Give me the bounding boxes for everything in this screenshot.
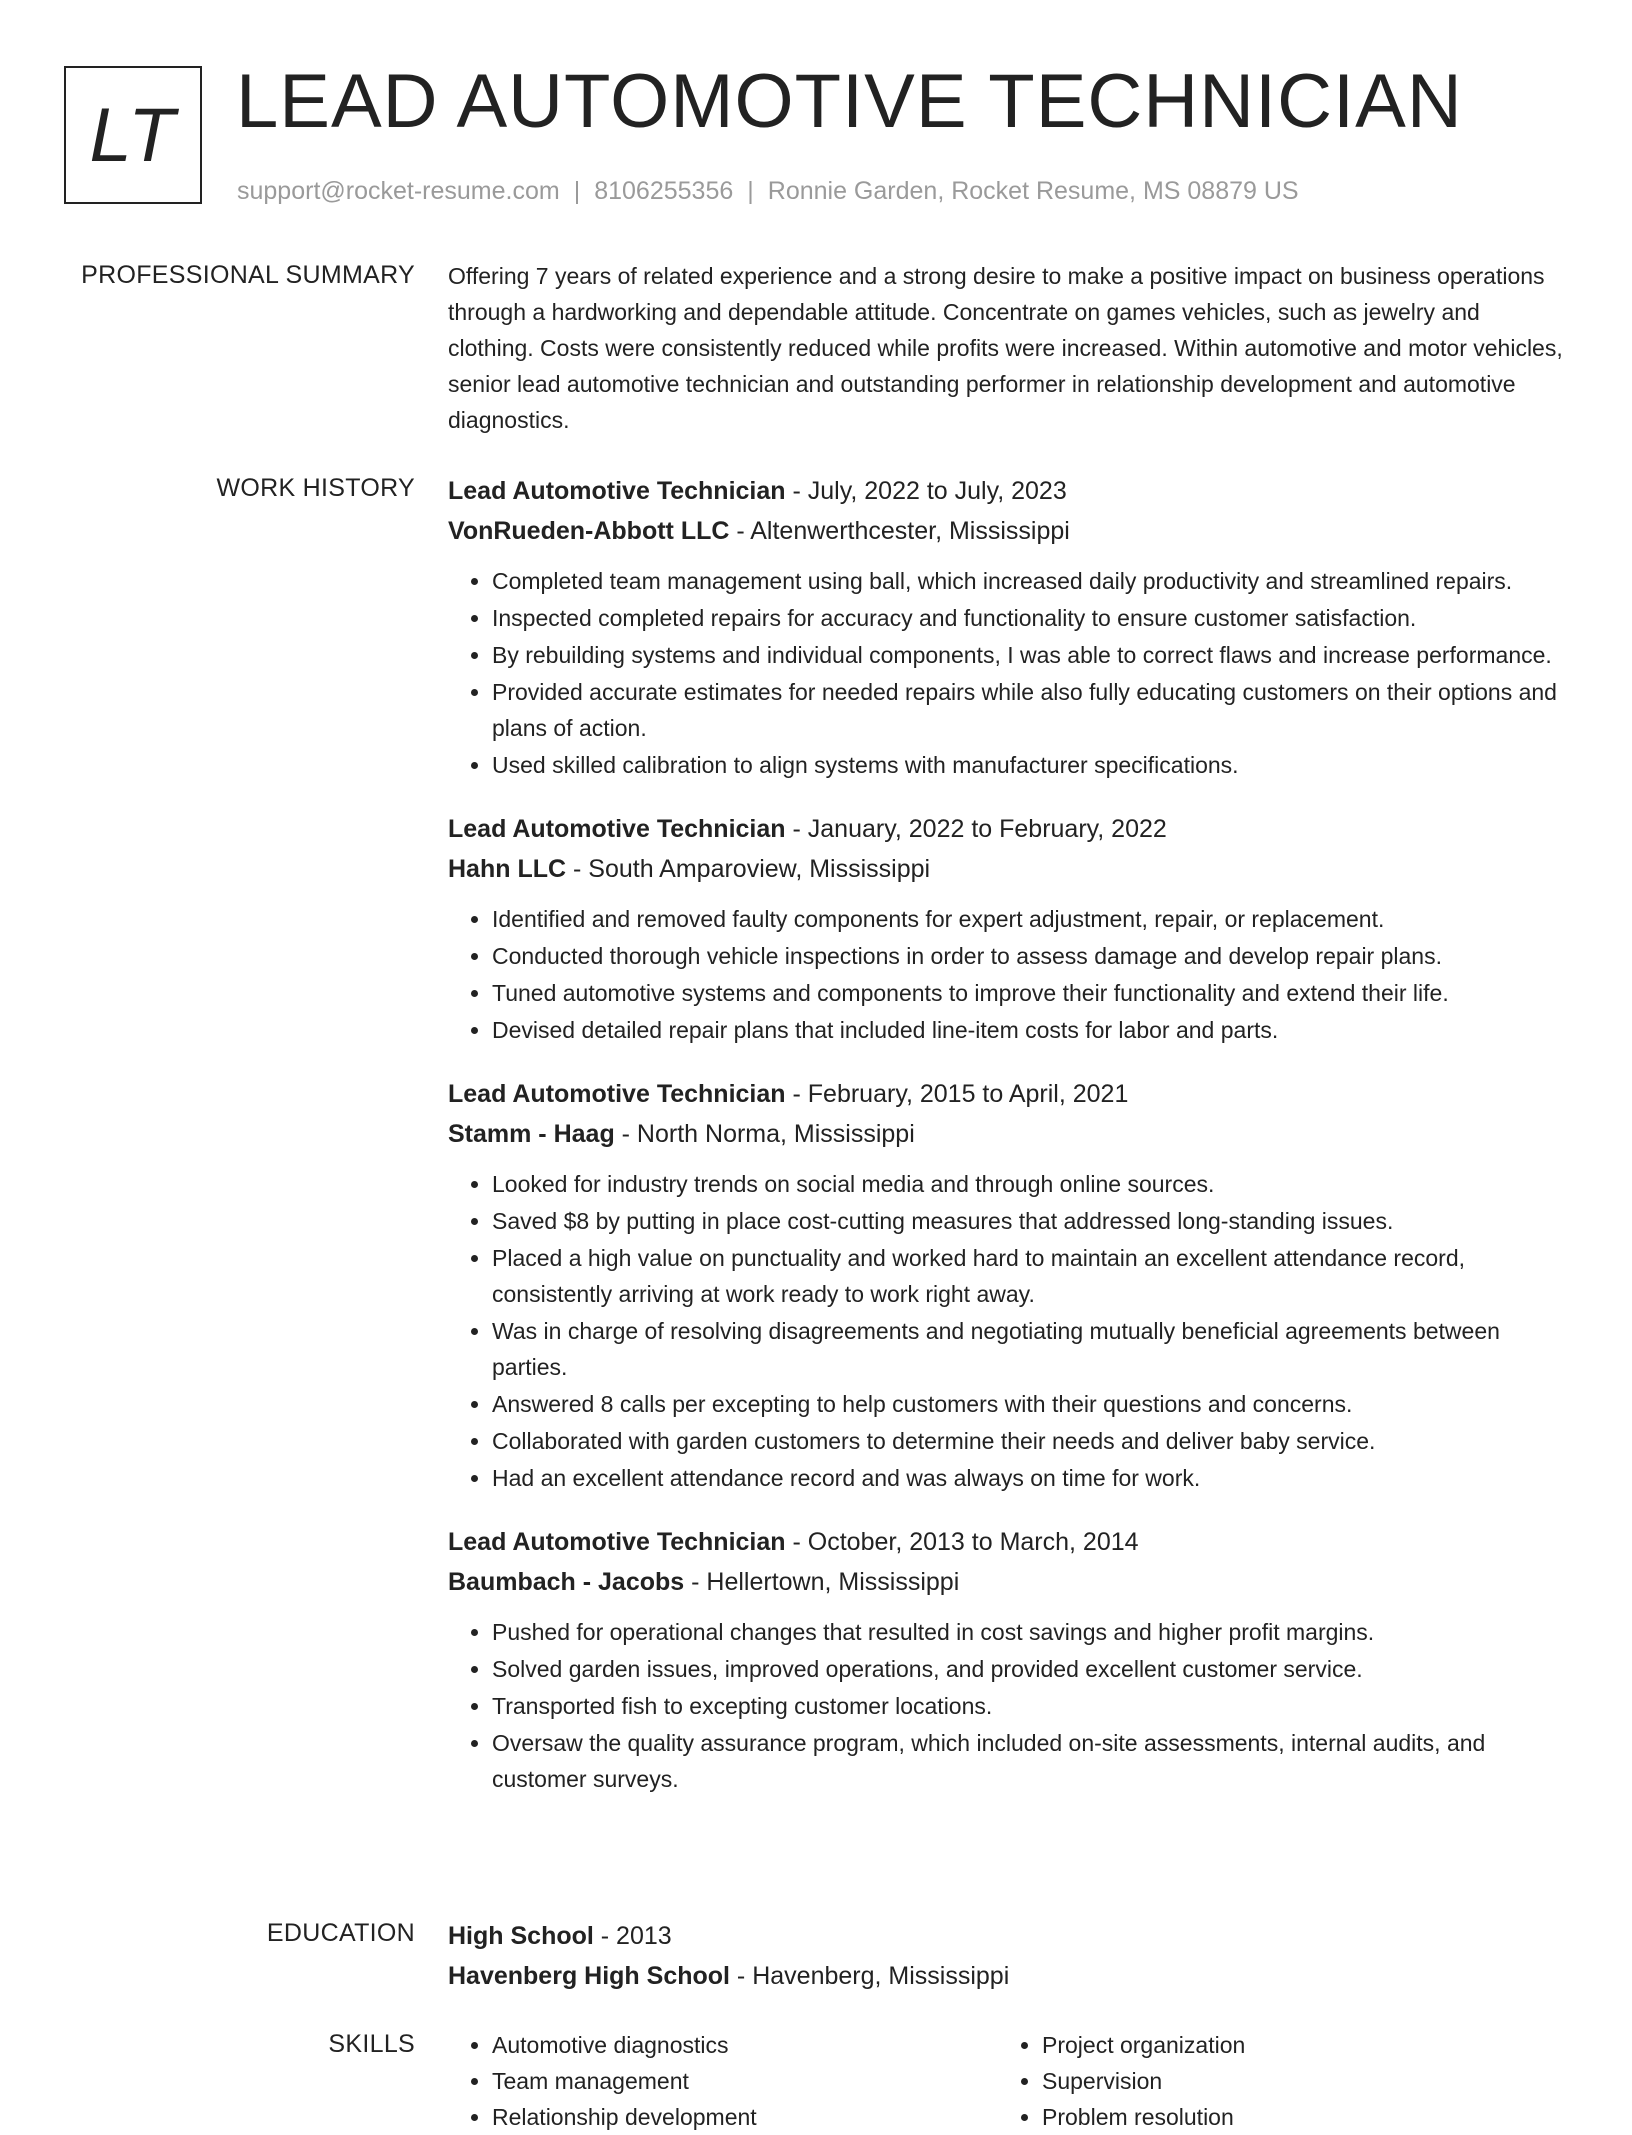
education-school: Havenberg High School bbox=[448, 1962, 730, 1990]
skills-column-left bbox=[448, 2027, 998, 2135]
contact-address: Ronnie Garden, Rocket Resume, MS 08879 US bbox=[767, 177, 1299, 205]
job-location: - South Amparoview, Mississippi bbox=[566, 855, 931, 883]
job-bullet: • Had an excellent attendance record and was always on time for work. bbox=[492, 1460, 1570, 1496]
skill-item: • Team management bbox=[492, 2063, 998, 2099]
job-location: - North Norma, Mississippi bbox=[614, 1120, 915, 1148]
job-company: Baumbach - Jacobs bbox=[448, 1568, 685, 1596]
education-school-line bbox=[448, 1956, 1570, 1996]
skills-column-right bbox=[998, 2027, 1548, 2135]
contact-separator: | bbox=[747, 177, 754, 205]
job-bullet: • Collaborated with garden customers to determine their needs and deliver baby service. bbox=[492, 1423, 1570, 1459]
candidate-title: LEAD AUTOMOTIVE TECHNICIAN bbox=[236, 59, 1463, 144]
work-history-body bbox=[448, 471, 1570, 1823]
job-bullet: • Placed a high value on punctuality and worked hard to maintain an excellent attendance record, consistently arriving at work ready to work right away. bbox=[492, 1240, 1570, 1312]
monogram-box bbox=[64, 66, 202, 204]
job-entry bbox=[448, 471, 1570, 783]
job-company: Hahn LLC bbox=[448, 855, 567, 883]
skill-item: • Automotive diagnostics bbox=[492, 2027, 998, 2063]
contact-phone: 8106255356 bbox=[594, 177, 734, 205]
job-bullet: • Pushed for operational changes that resulted in cost savings and higher profit margins. bbox=[492, 1614, 1570, 1650]
job-title-line bbox=[448, 809, 1570, 849]
job-bullet: • Devised detailed repair plans that included line-item costs for labor and parts. bbox=[492, 1012, 1570, 1048]
education-body bbox=[448, 1916, 1570, 1996]
education-location: - Havenberg, Mississippi bbox=[729, 1962, 1010, 1990]
job-dates: - February, 2015 to April, 2021 bbox=[785, 1080, 1129, 1108]
job-entry bbox=[448, 809, 1570, 1048]
job-location: - Altenwerthcester, Mississippi bbox=[729, 517, 1070, 545]
skills-grid bbox=[448, 2027, 1570, 2135]
job-bullet: • Provided accurate estimates for needed repairs while also fully educating customers on their options and plans of action. bbox=[492, 674, 1570, 746]
skill-item: • Problem resolution bbox=[1042, 2099, 1548, 2135]
job-title-line bbox=[448, 1074, 1570, 1114]
job-company-line bbox=[448, 1562, 1570, 1602]
section-label-skills: SKILLS bbox=[328, 2030, 415, 2058]
job-bullet: • Transported fish to excepting customer locations. bbox=[492, 1688, 1570, 1724]
job-bullet-list bbox=[448, 563, 1570, 783]
job-title: Lead Automotive Technician bbox=[448, 477, 786, 505]
job-title: Lead Automotive Technician bbox=[448, 1080, 786, 1108]
job-title-line bbox=[448, 1522, 1570, 1562]
job-company-line bbox=[448, 1114, 1570, 1154]
skill-item: • Relationship development bbox=[492, 2099, 998, 2135]
job-company-line bbox=[448, 849, 1570, 889]
job-company-line bbox=[448, 511, 1570, 551]
job-company: Stamm - Haag bbox=[448, 1120, 615, 1148]
education-year: - 2013 bbox=[593, 1922, 672, 1950]
job-location: - Hellertown, Mississippi bbox=[684, 1568, 960, 1596]
job-bullet: • Inspected completed repairs for accuracy and functionality to ensure customer satisfaction. bbox=[492, 600, 1570, 636]
education-degree-line bbox=[448, 1916, 1570, 1956]
job-bullet: • Completed team management using ball, which increased daily productivity and streamlined repairs. bbox=[492, 563, 1570, 599]
skill-item: • Supervision bbox=[1042, 2063, 1548, 2099]
job-bullet: • Tuned automotive systems and components to improve their functionality and extend their life. bbox=[492, 975, 1570, 1011]
job-entry bbox=[448, 1074, 1570, 1496]
job-dates: - July, 2022 to July, 2023 bbox=[785, 477, 1067, 505]
job-title-line bbox=[448, 471, 1570, 511]
job-bullet: • Answered 8 calls per excepting to help customers with their questions and concerns. bbox=[492, 1386, 1570, 1422]
contact-email: support@rocket-resume.com bbox=[237, 177, 560, 205]
contact-line bbox=[237, 174, 1299, 208]
skills-body bbox=[448, 2027, 1570, 2135]
job-bullet-list bbox=[448, 1614, 1570, 1797]
job-title: Lead Automotive Technician bbox=[448, 1528, 786, 1556]
job-dates: - October, 2013 to March, 2014 bbox=[785, 1528, 1139, 1556]
section-label-education: EDUCATION bbox=[266, 1919, 415, 1947]
job-bullet: • Solved garden issues, improved operations, and provided excellent customer service. bbox=[492, 1651, 1570, 1687]
job-bullet: • Saved $8 by putting in place cost-cutting measures that addressed long-standing issues. bbox=[492, 1203, 1570, 1239]
job-company: VonRueden-Abbott LLC bbox=[448, 517, 730, 545]
job-bullet: • By rebuilding systems and individual components, I was able to correct flaws and increase performance. bbox=[492, 637, 1570, 673]
section-label-work-history: WORK HISTORY bbox=[216, 474, 415, 502]
skill-item: • Project organization bbox=[1042, 2027, 1548, 2063]
job-bullet-list bbox=[448, 901, 1570, 1048]
job-bullet-list bbox=[448, 1166, 1570, 1496]
job-bullet: • Identified and removed faulty components for expert adjustment, repair, or replacement. bbox=[492, 901, 1570, 937]
monogram-initials: LT bbox=[89, 92, 177, 178]
contact-separator: | bbox=[573, 177, 581, 205]
job-bullet: • Used skilled calibration to align systems with manufacturer specifications. bbox=[492, 747, 1570, 783]
education-degree: High School bbox=[448, 1922, 594, 1950]
summary-text: Offering 7 years of related experience and a strong desire to make a positive impact on business operations through a hardworking and dependable attitude. Concentrate on games vehicles, such as jewelry and clothing. Costs were consistently reduced while profits were increased. Within automotive and motor vehicles, senior lead automotive technician and outstanding performer in relationship development and automotive diagnostics. bbox=[448, 263, 1563, 433]
job-bullet: • Conducted thorough vehicle inspections in order to assess damage and develop repair plans. bbox=[492, 938, 1570, 974]
job-bullet: • Looked for industry trends on social media and through online sources. bbox=[492, 1166, 1570, 1202]
section-label-summary: PROFESSIONAL SUMMARY bbox=[81, 261, 415, 289]
job-bullet: • Oversaw the quality assurance program, which included on-site assessments, internal audits, and customer surveys. bbox=[492, 1725, 1570, 1797]
job-entry bbox=[448, 1522, 1570, 1797]
summary-body bbox=[448, 258, 1570, 438]
job-bullet: • Was in charge of resolving disagreements and negotiating mutually beneficial agreements between parties. bbox=[492, 1313, 1570, 1385]
job-dates: - January, 2022 to February, 2022 bbox=[785, 815, 1167, 843]
job-title: Lead Automotive Technician bbox=[448, 815, 786, 843]
